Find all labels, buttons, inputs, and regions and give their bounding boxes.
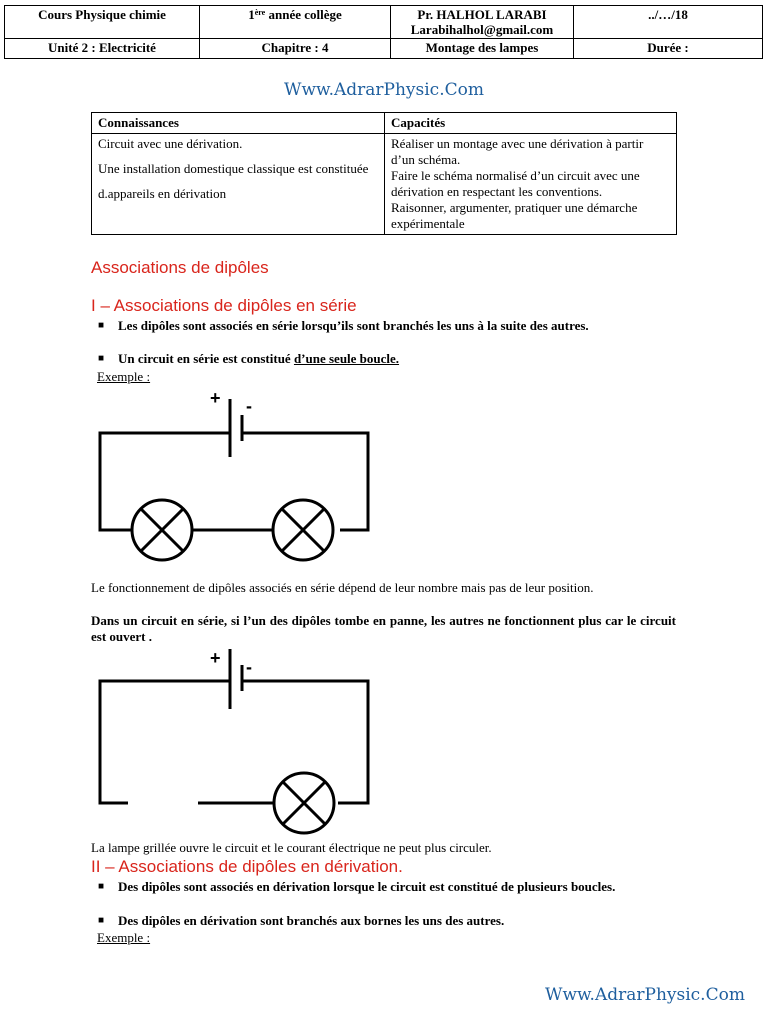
capacity-item: Faire le schéma normalisé d’un circuit avec une dérivation en respectant les conventions. (391, 168, 640, 199)
section1-title: I – Associations de dipôles en série (91, 296, 357, 315)
chapter-label: Chapitre : 4 (200, 39, 391, 59)
capacity-item: Réaliser un montage avec une dérivation à partir d’un schéma. (391, 136, 644, 167)
course-title: Cours Physique chimie (5, 6, 200, 39)
section2-title: II – Associations de dipôles en dérivation. (91, 857, 403, 876)
knowledge-item: Circuit avec une dérivation. (98, 136, 243, 151)
series-paragraph-2: Dans un circuit en série, si l’un des dipôles tombe en panne, les autres ne fonctionnent plus car le circuit est ouvert . (91, 613, 676, 644)
header-table (4, 5, 763, 59)
series-circuit-diagram (90, 385, 380, 575)
main-title: Associations de dipôles (91, 258, 269, 277)
unit-label: Unité 2 : Electricité (5, 39, 200, 59)
date-field: ../…/18 (574, 6, 763, 39)
knowledge-cell (92, 134, 385, 235)
plus-sign: + (210, 388, 221, 408)
topic-label: Montage des lampes (391, 39, 574, 59)
teacher-name: Pr. HALHOL LARABI (417, 7, 547, 22)
section1-bullet-2: ■ Un circuit en série est constitué d’une seule boucle. (98, 351, 400, 366)
bullet-icon: ■ (98, 320, 105, 331)
example-label-2: Exemple : (97, 930, 151, 945)
section1-bullet-1: ■ Les dipôles sont associés en série lorsqu’ils sont branchés les uns à la suite des autres. (98, 318, 589, 333)
website-link-top[interactable]: Www.AdrarPhysic.Com (284, 80, 484, 100)
knowledge-item: Une installation domestique classique est constituée d.appareils en dérivation (98, 161, 369, 201)
bullet-icon: ■ (98, 915, 105, 926)
plus-sign: + (210, 648, 221, 668)
series-paragraph-1: Le fonctionnement de dipôles associés en série dépend de leur nombre mais pas de leur position. (91, 580, 594, 595)
duration-label: Durée : (574, 39, 763, 59)
open-circuit-diagram (90, 645, 380, 840)
teacher-email: Larabihalhol@gmail.com (410, 22, 554, 37)
example-label-1: Exemple : (97, 369, 151, 384)
capacities-cell (385, 134, 677, 235)
section2-bullet-2: ■ Des dipôles en dérivation sont branchés aux bornes les uns des autres. (98, 913, 505, 928)
website-link-bottom[interactable]: Www.AdrarPhysic.Com (545, 985, 745, 1005)
minus-sign: - (246, 657, 252, 677)
capacity-item: Raisonner, argumenter, pratiquer une démarche expérimentale (391, 200, 638, 231)
skills-table (91, 112, 677, 235)
school-year: 1ère année collège (200, 6, 391, 39)
capacities-header: Capacités (385, 113, 677, 134)
broken-lamp-paragraph: La lampe grillée ouvre le circuit et le courant électrique ne peut plus circuler. (91, 840, 492, 855)
bullet-icon: ■ (98, 353, 105, 364)
teacher-info (391, 6, 574, 39)
section2-bullet-1: ■ Des dipôles sont associés en dérivation lorsque le circuit est constitué de plusieurs boucles. (98, 879, 616, 894)
bullet-icon: ■ (98, 881, 105, 892)
knowledge-header: Connaissances (92, 113, 385, 134)
minus-sign: - (246, 396, 252, 416)
